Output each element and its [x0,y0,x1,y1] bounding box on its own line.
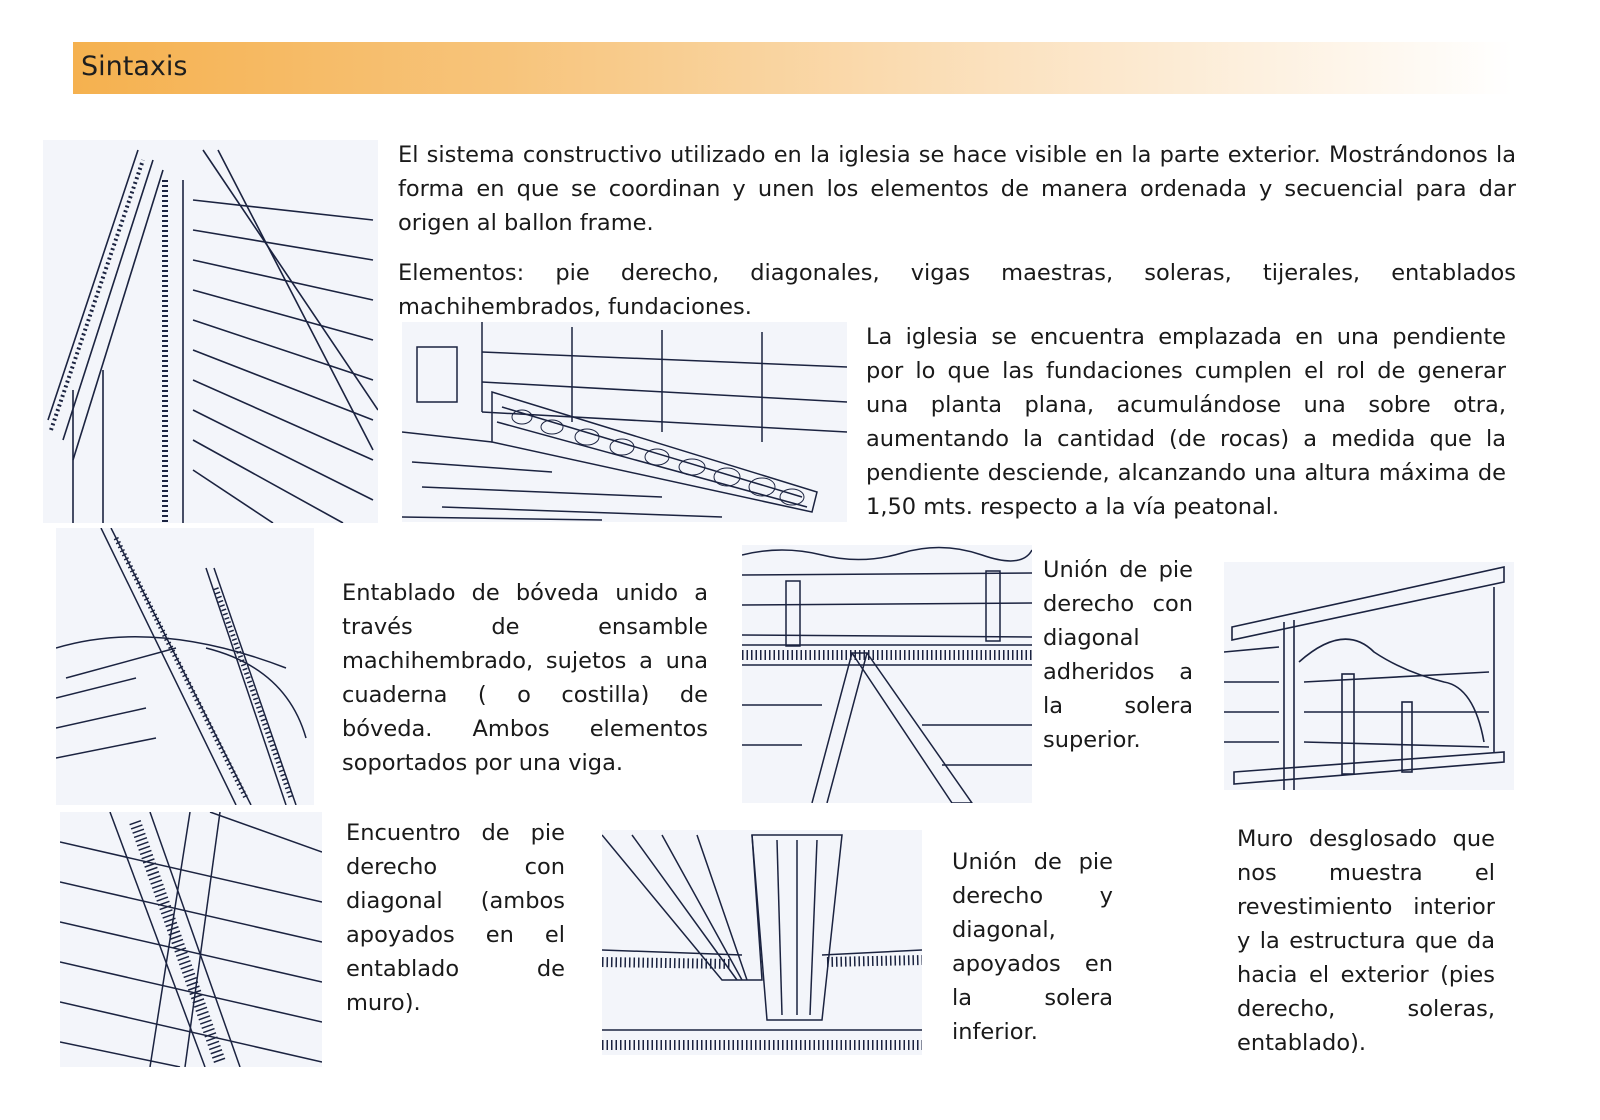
upper-joint-sketch [742,545,1032,803]
elements-list: Elementos: pie derecho, diagonales, vigas maestras, soleras, tijerales, entablados machihembrados, fundaciones. [398,260,1516,320]
diagonal-encounter-sketch [60,812,322,1067]
section-header [73,42,1513,94]
wall-caption: Muro desglosado que nos muestra el revestimiento interior y la estructura que da hacia el exterior (pies derecho, soleras, entablado). [1237,826,1495,1056]
church-facade-sketch [43,140,378,523]
upper-joint-caption: Unión de pie derecho con diagonal adheridos a la solera superior. [1043,557,1193,753]
exploded-wall-sketch [1224,562,1514,790]
intro-paragraph: El sistema constructivo utilizado en la iglesia se hace visible en la parte exterior. Mostrándonos la forma en que se coordinan y unen los elementos de manera ordenada y secuencial para dar origen al ballon frame. [398,142,1516,236]
page-title: Sintaxis [81,51,188,82]
foundations-caption: La iglesia se encuentra emplazada en una pendiente por lo que las fundaciones cumplen el rol de generar una planta plana, acumulándose una sobre otra, aumentando la cantidad (de rocas) a medida que la pendiente desciende, alcanzando una altura máxima de 1,50 mts. respecto a la vía peatonal. [866,324,1506,520]
vault-caption: Entablado de bóveda unido a través de ensamble machihembrado, sujetos a una cuaderna ( o costilla) de bóveda. Ambos elementos soportados por una viga. [342,580,708,776]
vault-sketch [56,528,314,805]
lower-joint-sketch [602,830,922,1055]
foundations-sketch [402,322,847,522]
lower-joint-caption: Unión de pie derecho y diagonal, apoyados en la solera inferior. [952,849,1113,1045]
encounter-caption: Encuentro de pie derecho con diagonal (ambos apoyados en el entablado de muro). [346,820,565,1016]
